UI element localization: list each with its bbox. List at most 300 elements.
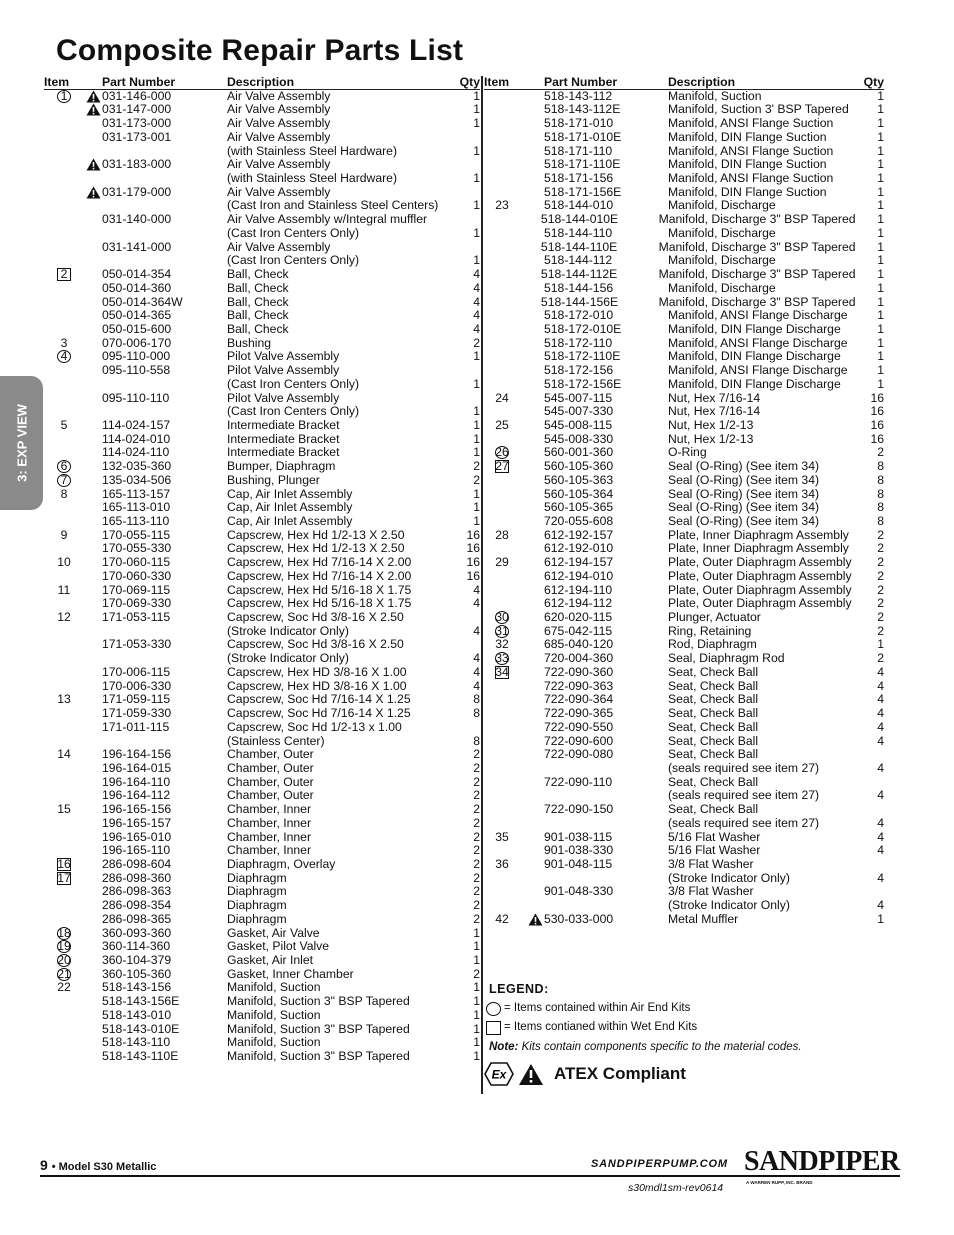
item-cell [44, 268, 102, 282]
table-row [44, 981, 480, 995]
part-number: 286-098-604 [102, 856, 172, 871]
table-row [44, 501, 480, 515]
description: Plate, Inner Diaphragm Assembly [668, 541, 849, 556]
quantity [450, 186, 480, 200]
table-row [44, 666, 480, 680]
description: (with Stainless Steel Hardware) [227, 171, 398, 186]
header-description: Description [668, 75, 736, 89]
item-cell [484, 213, 541, 227]
item-cell [484, 652, 544, 666]
quantity: 4 [473, 280, 480, 295]
item-cell [484, 899, 544, 913]
quantity [854, 748, 884, 762]
quantity: 16 [466, 568, 480, 583]
table-row [484, 529, 884, 543]
table-row [44, 817, 480, 831]
item-cell [44, 762, 102, 776]
part-number: 545-008-115 [544, 417, 613, 432]
table-row [44, 652, 480, 666]
description: Seal (O-Ring) (See item 34) [668, 514, 820, 528]
table-row [44, 145, 480, 159]
part-number: 171-059-330 [102, 706, 172, 721]
table-row [484, 885, 884, 899]
table-row [44, 789, 480, 803]
item-cell [484, 446, 544, 460]
table-row [44, 309, 480, 323]
description: Ball, Check [227, 267, 289, 282]
legend-air-end-text: = Items contained within Air End Kits [504, 1002, 691, 1014]
item-cell [484, 638, 544, 652]
description: Diaphragm [227, 911, 287, 926]
item-cell [44, 296, 102, 310]
item-cell [44, 474, 102, 488]
quantity: 2 [877, 568, 884, 583]
part-number: 286-098-363 [102, 884, 172, 899]
item-cell [44, 350, 102, 364]
description: 3/8 Flat Washer [668, 856, 754, 871]
part-number: 095-110-558 [102, 363, 171, 378]
table-row [44, 858, 480, 872]
part-number: 360-114-360 [102, 939, 171, 954]
quantity: 16 [870, 417, 884, 432]
item-cell [484, 392, 544, 406]
quantity: 1 [877, 267, 884, 282]
description: Plate, Outer Diaphragm Assembly [668, 596, 852, 611]
item-cell [44, 1036, 102, 1050]
item-cell [44, 227, 102, 241]
table-row [484, 680, 884, 694]
part-number: 518-144-010E [540, 212, 619, 227]
part-number: 050-014-365 [102, 308, 172, 323]
legend-wet-end-text: = Items contianed within Wet End Kits [504, 1021, 698, 1033]
description: Manifold, DIN Flange Discharge [668, 321, 841, 336]
quantity: 1 [877, 376, 884, 391]
part-number: 031-173-001 [102, 129, 172, 144]
quantity: 4 [473, 321, 480, 336]
part-number [102, 199, 227, 213]
atex-warning-icon [86, 103, 101, 116]
description: Manifold, Discharge 3" BSP Tapered [658, 294, 856, 309]
description: (Stainless Center) [227, 733, 325, 748]
item-number: 16 [57, 856, 71, 871]
part-number [544, 762, 668, 776]
header-qty: Qty [863, 75, 884, 89]
legend-note-label: Note: [489, 1041, 519, 1053]
item-cell [484, 885, 544, 899]
atex-warning-icon [86, 158, 101, 171]
brand-logo-text: SANDPIPER [744, 1146, 900, 1177]
quantity: 1 [473, 143, 480, 158]
description: Manifold, ANSI Flange Discharge [668, 363, 848, 378]
table-row [44, 254, 480, 268]
item-cell [44, 954, 102, 968]
quantity: 4 [877, 664, 884, 679]
item-number: 9 [60, 527, 68, 542]
quantity: 2 [877, 623, 884, 638]
quantity: 2 [877, 527, 884, 542]
part-number [544, 789, 668, 803]
description: Intermediate Bracket [227, 431, 340, 446]
footer-url[interactable]: SANDPIPERPUMP.COM [591, 1158, 728, 1170]
item-cell [44, 529, 102, 543]
table-row [44, 158, 480, 172]
item-cell [44, 680, 102, 694]
part-number: 114-024-110 [102, 445, 170, 460]
description: Manifold, Discharge 3" BSP Tapered [658, 212, 856, 227]
item-cell [484, 831, 544, 845]
quantity: 4 [473, 294, 480, 309]
item-number: 1 [60, 88, 68, 103]
quantity: 1 [877, 129, 884, 144]
description: (Stroke Indicator Only) [227, 623, 349, 638]
table-row [44, 405, 480, 419]
description: Gasket, Air Valve [227, 925, 320, 940]
part-number: 114-024-010 [102, 431, 171, 446]
table-row [44, 433, 480, 447]
table-row [44, 241, 480, 255]
item-cell [484, 789, 544, 803]
quantity: 1 [473, 349, 480, 364]
description: Manifold, Discharge [668, 253, 776, 268]
description: Manifold, Discharge [668, 225, 776, 240]
quantity: 4 [877, 706, 884, 721]
quantity [450, 721, 480, 735]
quantity: 2 [473, 829, 480, 844]
table-row [484, 474, 884, 488]
circle-marker-icon [486, 1002, 501, 1016]
quantity: 1 [877, 212, 884, 227]
item-cell [484, 625, 544, 639]
description: Capscrew, Soc Hd 3/8-16 X 2.50 [227, 610, 404, 625]
quantity: 1 [473, 225, 480, 240]
brand-logo [744, 1146, 900, 1185]
quantity: 8 [877, 500, 884, 515]
quantity: 2 [877, 582, 884, 597]
table-row [484, 913, 884, 927]
table-header [484, 76, 884, 90]
part-number: 612-192-010 [544, 541, 614, 556]
quantity: 4 [877, 692, 884, 707]
quantity: 1 [473, 417, 480, 432]
item-number: 4 [60, 349, 68, 364]
description: Chamber, Inner [227, 843, 312, 858]
table-row [44, 940, 480, 954]
quantity: 1 [877, 157, 884, 172]
brand-logo-subtitle: A WARREN RUPP, INC. BRAND [746, 1180, 813, 1185]
quantity: 1 [473, 88, 480, 103]
atex-warning-icon [86, 186, 101, 199]
description: (seals required see item 27) [668, 815, 820, 830]
item-number: 11 [57, 582, 71, 597]
table-row [44, 556, 480, 570]
part-number: 031-140-000 [102, 212, 172, 227]
part-number: 518-171-010E [544, 129, 622, 144]
item-cell [484, 323, 544, 337]
description: Capscrew, Hex HD 3/8-16 X 1.00 [227, 664, 407, 679]
description: Seat, Check Ball [668, 774, 759, 789]
item-cell [44, 172, 102, 186]
part-number: 612-192-157 [544, 527, 614, 542]
item-number: 34 [495, 664, 509, 679]
item-number: 26 [495, 445, 509, 460]
table-row [484, 350, 884, 364]
description: Air Valve Assembly [227, 116, 331, 131]
description: Air Valve Assembly [227, 129, 331, 144]
item-cell [44, 584, 102, 598]
quantity: 2 [473, 788, 480, 803]
item-cell [484, 103, 544, 117]
quantity: 1 [473, 514, 480, 528]
item-cell [44, 844, 102, 858]
table-row [44, 350, 480, 364]
part-number: 685-040-120 [544, 637, 614, 652]
quantity: 2 [473, 472, 480, 487]
part-number: 196-165-157 [102, 815, 172, 830]
ex-hexagon-text: Ex [491, 1067, 507, 1082]
description: 5/16 Flat Washer [668, 843, 761, 858]
quantity: 4 [473, 582, 480, 597]
description: Diaphragm [227, 870, 287, 885]
part-number [102, 625, 227, 639]
description: 3/8 Flat Washer [668, 884, 754, 899]
description: Manifold, Suction 3" BSP Tapered [227, 1049, 410, 1064]
item-cell [44, 981, 102, 995]
part-number [102, 652, 227, 666]
quantity: 2 [473, 774, 480, 789]
item-number: 12 [57, 610, 71, 625]
part-number: 612-194-112 [544, 596, 613, 611]
part-number [102, 378, 227, 392]
description: (Cast Iron and Stainless Steel Centers) [227, 198, 439, 213]
warning-triangle-icon [518, 1063, 544, 1086]
part-number: 196-165-110 [102, 843, 171, 858]
quantity: 1 [473, 404, 480, 419]
item-number: 20 [57, 953, 71, 967]
part-number: 720-055-608 [544, 514, 614, 528]
quantity: 1 [473, 431, 480, 446]
table-row [484, 666, 884, 680]
item-cell [44, 446, 102, 460]
table-row [484, 419, 884, 433]
quantity: 2 [473, 459, 480, 474]
description: Seat, Check Ball [668, 719, 759, 734]
quantity [450, 392, 480, 406]
item-number: 28 [495, 527, 509, 542]
part-number: 196-164-110 [102, 774, 171, 789]
table-row [44, 378, 480, 392]
description: Plate, Outer Diaphragm Assembly [668, 582, 852, 597]
quantity: 1 [877, 308, 884, 323]
description: Nut, Hex 7/16-14 [668, 404, 761, 419]
table-row [484, 899, 884, 913]
table-row [44, 117, 480, 131]
table-row [44, 885, 480, 899]
quantity: 4 [877, 898, 884, 913]
item-cell [484, 433, 544, 447]
quantity: 8 [877, 486, 884, 501]
table-row [44, 913, 480, 927]
item-cell [44, 927, 102, 941]
item-number: 7 [60, 472, 68, 487]
description: Capscrew, Hex Hd 1/2-13 X 2.50 [227, 527, 405, 542]
table-row [44, 268, 480, 282]
revision-code: s30mdl1sm-rev0614 [628, 1182, 724, 1194]
quantity: 1 [473, 1021, 480, 1036]
description: Ball, Check [227, 280, 289, 295]
quantity: 4 [473, 651, 480, 666]
description: Capscrew, Soc Hd 7/16-14 X 1.25 [227, 692, 411, 707]
item-cell [44, 995, 102, 1009]
item-number: 23 [495, 198, 509, 213]
table-row [44, 227, 480, 241]
description: Metal Muffler [668, 911, 739, 926]
item-cell [484, 145, 544, 159]
atex-warning-icon [528, 913, 543, 926]
description: Manifold, ANSI Flange Suction [668, 171, 834, 186]
part-number: 560-105-364 [544, 486, 614, 501]
quantity: 2 [877, 610, 884, 625]
description: Chamber, Outer [227, 760, 314, 775]
column-divider [481, 76, 483, 1094]
section-tab-label: 3: EXP VIEW [14, 404, 29, 482]
item-cell [484, 693, 544, 707]
item-cell [484, 309, 544, 323]
table-row [484, 117, 884, 131]
part-number: 170-006-115 [102, 664, 171, 679]
quantity: 1 [877, 253, 884, 268]
item-cell [44, 831, 102, 845]
table-row [484, 405, 884, 419]
part-number: 170-069-330 [102, 596, 172, 611]
item-number: 42 [495, 911, 509, 926]
quantity: 1 [473, 1007, 480, 1022]
item-cell [44, 117, 102, 131]
item-cell [484, 419, 544, 433]
item-cell [484, 296, 541, 310]
item-cell [484, 611, 544, 625]
item-cell [44, 460, 102, 474]
quantity: 8 [473, 692, 480, 707]
item-cell [484, 172, 544, 186]
description: Manifold, ANSI Flange Suction [668, 116, 834, 131]
description: Capscrew, Soc Hd 7/16-14 X 1.25 [227, 706, 411, 721]
item-cell [44, 186, 102, 200]
item-cell [484, 405, 544, 419]
table-row [484, 707, 884, 721]
quantity: 8 [473, 706, 480, 721]
quantity: 2 [473, 911, 480, 926]
part-number: 031-179-000 [102, 184, 172, 199]
description: Manifold, Discharge 3" BSP Tapered [658, 267, 856, 282]
quantity: 2 [473, 815, 480, 830]
part-number: 360-105-360 [102, 966, 172, 981]
item-cell [44, 721, 102, 735]
part-number: 165-113-010 [102, 500, 171, 515]
table-row [484, 186, 884, 200]
quantity: 1 [877, 280, 884, 295]
table-row [484, 145, 884, 159]
part-number: 612-194-110 [544, 582, 613, 597]
quantity: 4 [473, 623, 480, 638]
item-cell [484, 474, 544, 488]
table-row [44, 474, 480, 488]
quantity: 1 [473, 376, 480, 391]
table-row [44, 721, 480, 735]
part-number: 518-143-110 [102, 1035, 171, 1050]
table-row [44, 103, 480, 117]
part-number: 901-048-330 [544, 884, 614, 899]
part-number: 518-143-156E [102, 994, 180, 1009]
description: Seat, Check Ball [668, 802, 759, 817]
item-cell [484, 378, 544, 392]
part-number [102, 735, 227, 749]
description: Manifold, DIN Flange Discharge [668, 376, 841, 391]
description: Bushing [227, 335, 272, 350]
item-cell [44, 899, 102, 913]
description: Seat, Check Ball [668, 747, 759, 762]
description: Air Valve Assembly [227, 88, 331, 103]
quantity [450, 611, 480, 625]
description: Seal (O-Ring) (See item 34) [668, 472, 820, 487]
description: Ring, Retaining [668, 623, 752, 638]
header-part-number: Part Number [544, 75, 618, 89]
part-number: 114-024-157 [102, 417, 171, 432]
part-number: 612-194-157 [544, 555, 614, 570]
description: (Cast Iron Centers Only) [227, 404, 360, 419]
item-cell [484, 364, 544, 378]
table-row [484, 789, 884, 803]
quantity: 1 [877, 198, 884, 213]
table-row [44, 968, 480, 982]
part-number: 518-143-112 [544, 88, 613, 103]
table-row [44, 460, 480, 474]
item-cell [484, 337, 544, 351]
table-row [44, 776, 480, 790]
item-cell [44, 103, 102, 117]
item-number: 35 [495, 829, 509, 844]
item-cell [484, 721, 544, 735]
item-cell [44, 803, 102, 817]
quantity: 16 [870, 404, 884, 419]
item-cell [484, 872, 544, 886]
quantity: 1 [877, 184, 884, 199]
item-cell [44, 213, 102, 227]
quantity: 16 [870, 431, 884, 446]
part-number: 518-144-112E [540, 267, 618, 282]
quantity [450, 213, 480, 227]
description: Intermediate Bracket [227, 417, 340, 432]
table-row [484, 488, 884, 502]
legend-wet-end [489, 1021, 802, 1034]
part-number: 171-053-330 [102, 637, 172, 652]
part-number: 518-172-156 [544, 363, 614, 378]
table-row [44, 515, 480, 529]
item-cell [44, 666, 102, 680]
part-number: 545-007-115 [544, 390, 613, 405]
part-number [544, 899, 668, 913]
quantity: 2 [473, 747, 480, 762]
item-cell [44, 570, 102, 584]
description: (Cast Iron Centers Only) [227, 253, 360, 268]
table-row [44, 282, 480, 296]
quantity: 1 [877, 171, 884, 186]
part-number: 560-105-360 [544, 459, 614, 474]
table-row [484, 460, 884, 474]
quantity: 2 [473, 966, 480, 981]
table-row [484, 323, 884, 337]
item-cell [44, 392, 102, 406]
item-cell [484, 844, 544, 858]
